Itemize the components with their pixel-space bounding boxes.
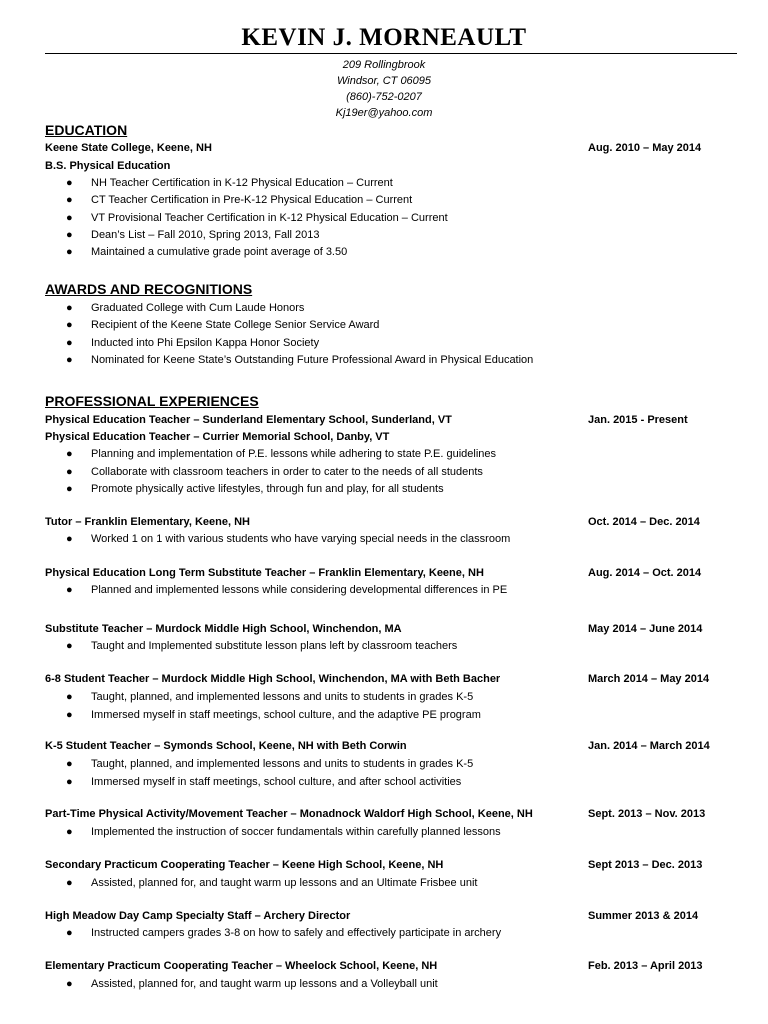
job-dates: May 2014 – June 2014 — [588, 623, 703, 635]
job-title: Part-Time Physical Activity/Movement Teacher – Monadnock Waldorf High School, Keene, NH — [45, 808, 533, 820]
bullet-text: Instructed campers grades 3-8 on how to safely and effectively participate in archery — [91, 927, 502, 939]
bullet-icon: ● — [66, 194, 73, 206]
job-bullet — [66, 876, 478, 890]
bullet-text: Immersed myself in staff meetings, school culture, and the adaptive PE program — [91, 709, 481, 721]
bullet-icon: ● — [66, 337, 73, 349]
education-school: Keene State College, Keene, NH — [45, 142, 212, 154]
bullet-text: Graduated College with Cum Laude Honors — [91, 302, 305, 314]
job-title: Substitute Teacher – Murdock Middle High School, Winchendon, MA — [45, 623, 402, 635]
bullet-text: CT Teacher Certification in Pre-K-12 Physical Education – Current — [91, 194, 413, 206]
awards-bullet — [66, 318, 380, 332]
bullet-icon: ● — [66, 758, 73, 770]
bullet-text: NH Teacher Certification in K-12 Physical Education – Current — [91, 177, 393, 189]
bullet-icon: ● — [66, 229, 73, 241]
education-bullet — [66, 245, 348, 259]
job-title: Physical Education Teacher – Sunderland Elementary School, Sunderland, VT — [45, 414, 452, 426]
job-dates: Aug. 2014 – Oct. 2014 — [588, 567, 702, 579]
email-address: Kj19er@yahoo.com — [335, 107, 433, 119]
education-bullet — [66, 211, 448, 225]
job-title-secondary: Physical Education Teacher – Currier Memorial School, Danby, VT — [45, 431, 390, 443]
bullet-icon: ● — [66, 483, 73, 495]
job-dates: Sept. 2013 – Nov. 2013 — [588, 808, 706, 820]
job-title: Physical Education Long Term Substitute Teacher – Franklin Elementary, Keene, NH — [45, 567, 484, 579]
job-dates: March 2014 – May 2014 — [588, 673, 710, 685]
awards-bullet — [66, 301, 305, 315]
bullet-text: Nominated for Keene State’s Outstanding Future Professional Award in Physical Education — [91, 354, 534, 366]
bullet-icon: ● — [66, 246, 73, 258]
bullet-text: Taught, planned, and implemented lessons and units to students in grades K-5 — [91, 691, 474, 703]
bullet-text: Planned and implemented lessons while considering developmental differences in PE — [91, 584, 508, 596]
bullet-text: VT Provisional Teacher Certification in K-12 Physical Education – Current — [91, 212, 448, 224]
job-bullet — [66, 690, 474, 704]
job-bullet — [66, 447, 497, 461]
address-line-1: 209 Rollingbrook — [342, 59, 426, 71]
job-bullet — [66, 977, 438, 991]
job-bullet — [66, 825, 501, 839]
bullet-icon: ● — [66, 691, 73, 703]
bullet-text: Assisted, planned for, and taught warm up lessons and an Ultimate Frisbee unit — [91, 877, 478, 889]
education-heading: EDUCATION — [45, 122, 128, 138]
bullet-icon: ● — [66, 709, 73, 721]
job-title: K-5 Student Teacher – Symonds School, Keene, NH with Beth Corwin — [45, 740, 407, 752]
bullet-icon: ● — [66, 302, 73, 314]
job-title: Tutor – Franklin Elementary, Keene, NH — [45, 516, 250, 528]
job-title: High Meadow Day Camp Specialty Staff – Archery Director — [45, 910, 351, 922]
bullet-text: Taught, planned, and implemented lessons and units to students in grades K-5 — [91, 758, 474, 770]
job-bullet — [66, 532, 511, 546]
bullet-icon: ● — [66, 826, 73, 838]
job-dates: Sept 2013 – Dec. 2013 — [588, 859, 703, 871]
bullet-icon: ● — [66, 877, 73, 889]
bullet-icon: ● — [66, 927, 73, 939]
bullet-text: Taught and Implemented substitute lesson plans left by classroom teachers — [91, 640, 458, 652]
phone-number: (860)-752-0207 — [346, 91, 422, 103]
awards-bullet — [66, 353, 534, 367]
bullet-icon: ● — [66, 978, 73, 990]
bullet-text: Dean’s List – Fall 2010, Spring 2013, Fall 2013 — [91, 229, 320, 241]
education-dates: Aug. 2010 – May 2014 — [588, 142, 702, 154]
education-bullet — [66, 193, 413, 207]
bullet-text: Inducted into Phi Epsilon Kappa Honor Society — [91, 337, 320, 349]
bullet-icon: ● — [66, 212, 73, 224]
bullet-text: Planning and implementation of P.E. lessons while adhering to state P.E. guidelines — [91, 448, 497, 460]
bullet-icon: ● — [66, 319, 73, 331]
job-title: Secondary Practicum Cooperating Teacher – Keene High School, Keene, NH — [45, 859, 444, 871]
address-line-2: Windsor, CT 06095 — [336, 75, 432, 87]
job-bullet — [66, 708, 481, 722]
job-bullet — [66, 775, 462, 789]
job-title: Elementary Practicum Cooperating Teacher – Wheelock School, Keene, NH — [45, 960, 438, 972]
bullet-text: Collaborate with classroom teachers in order to cater to the needs of all students — [91, 466, 483, 478]
job-dates: Jan. 2015 - Present — [588, 414, 688, 426]
job-bullet — [66, 465, 483, 479]
experience-heading: PROFESSIONAL EXPERIENCES — [45, 393, 259, 409]
job-bullet — [66, 757, 474, 771]
bullet-text: Worked 1 on 1 with various students who have varying special needs in the classroom — [91, 533, 511, 545]
bullet-icon: ● — [66, 533, 73, 545]
bullet-text: Assisted, planned for, and taught warm up lessons and a Volleyball unit — [91, 978, 438, 990]
awards-heading: AWARDS AND RECOGNITIONS — [45, 281, 253, 297]
job-dates: Jan. 2014 – March 2014 — [588, 740, 710, 752]
job-bullet — [66, 583, 508, 597]
bullet-icon: ● — [66, 354, 73, 366]
bullet-text: Immersed myself in staff meetings, school culture, and after school activities — [91, 776, 462, 788]
bullet-text: Implemented the instruction of soccer fundamentals within carefully planned lessons — [91, 826, 501, 838]
bullet-icon: ● — [66, 776, 73, 788]
awards-bullet — [66, 336, 320, 350]
header-divider — [45, 53, 737, 54]
bullet-text: Recipient of the Keene State College Senior Service Award — [91, 319, 380, 331]
job-dates: Oct. 2014 – Dec. 2014 — [588, 516, 700, 528]
bullet-text: Maintained a cumulative grade point average of 3.50 — [91, 246, 348, 258]
bullet-icon: ● — [66, 640, 73, 652]
contact-block — [0, 57, 768, 121]
bullet-icon: ● — [66, 448, 73, 460]
education-bullet — [66, 228, 320, 242]
job-bullet — [66, 482, 444, 496]
job-dates: Feb. 2013 – April 2013 — [588, 960, 703, 972]
education-bullet — [66, 176, 393, 190]
bullet-icon: ● — [66, 584, 73, 596]
resume-name: KEVIN J. MORNEAULT — [241, 24, 527, 51]
job-bullet — [66, 926, 502, 940]
bullet-icon: ● — [66, 466, 73, 478]
job-bullet — [66, 639, 458, 653]
bullet-text: Promote physically active lifestyles, through fun and play, for all students — [91, 483, 444, 495]
job-dates: Summer 2013 & 2014 — [588, 910, 699, 922]
bullet-icon: ● — [66, 177, 73, 189]
education-degree: B.S. Physical Education — [45, 160, 171, 172]
job-title: 6-8 Student Teacher – Murdock Middle High School, Winchendon, MA with Beth Bacher — [45, 673, 501, 685]
